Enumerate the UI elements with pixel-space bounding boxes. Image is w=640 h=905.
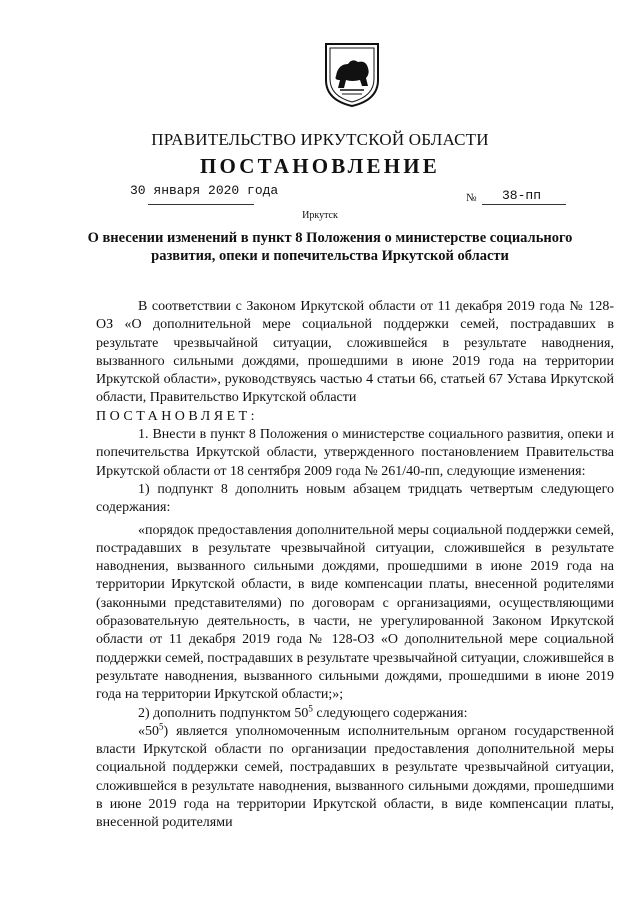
quote-1-paragraph: «порядок предоставления дополнительной меры социальной поддержки семей, пострадавших в результате чрезвычайной ситуации, сложившейся в результате наводнения, вызванного сильными дождями, прошедшими в июне 2019 года на территории Иркутской области, в виде компенсации платы, внесенной родителями (законными представителями) по договорам с организациями, осуществляющими образовательную деятельность, в части, не урегулированной Законом Иркутской области от 11 декабря 2019 года № 128-ОЗ «О дополнительной мере социальной поддержки семей, пострадавших в результате чрезвычайной ситуации, сложившейся в результате наводнения, вызванного сильными дождями, прошедшими в июне 2019 года на территории Иркутской области;»; (96, 522, 614, 703)
item-1-2-paragraph (96, 702, 614, 723)
city-name: Иркутск (302, 210, 338, 221)
preamble-paragraph: В соответствии с Законом Иркутской области от 11 декабря 2019 года № 128-ОЗ «О дополнительной мере социальной поддержки семей, пострадавших в результате чрезвычайной ситуации, сложившейся в результате наводнения, вызванного сильными дождями, прошедшими в июне 2019 года на территории Иркутской области», руководствуясь частью 4 статьи 66, статьей 67 Устава Иркутской области, Правительство Иркутской области (96, 299, 614, 406)
item-1-paragraph: 1. Внести в пункт 8 Положения о министерстве социального развития, опеки и попечительства Иркутской области, утвержденного постановлением Правительства Иркутской области от 18 сентября 2009 года № 261/40-пп, следующие изменения: (96, 427, 614, 479)
document-type: ПОСТАНОВЛЕНИЕ (199, 154, 441, 178)
item-1-2-text-end: следующего содержания: (312, 705, 468, 721)
date-underline (148, 204, 254, 205)
document-body (96, 298, 614, 833)
document-number: 38-пп (502, 188, 542, 203)
decree-word: ПОСТАНОВЛЯЕТ: (96, 408, 259, 424)
document-title: О внесении изменений в пункт 8 Положения о министерстве социального развития, опеки и попечительства Иркутской области (87, 230, 573, 264)
quote-2-paragraph (96, 723, 614, 833)
quote-2-text-end: ) является уполномоченным исполнительным органом государственной власти Иркутской области по организации предоставления дополнительной меры социальной поддержки семей, пострадавших в результате чрезвычайной ситуации, сложившейся в результате наводнения, вызванного сильными дождями, прошедшими в июне 2019 года на территории Иркутской области, в виде компенсации платы, внесенной родителями (96, 723, 614, 831)
quote-2-superscript: 5 (159, 721, 164, 732)
number-sign: № (466, 192, 477, 204)
item-1-1-paragraph: 1) подпункт 8 дополнить новым абзацем тридцать четвертым следующего содержания: (96, 481, 614, 516)
item-1-2-superscript: 5 (308, 702, 313, 713)
quote-2-text: «50 (138, 723, 159, 739)
government-name: ПРАВИТЕЛЬСТВО ИРКУТСКОЙ ОБЛАСТИ (151, 130, 489, 149)
item-1-2-text: 2) дополнить подпунктом 50 (138, 705, 309, 721)
number-underline (482, 204, 566, 205)
document-date: 30 января 2020 года (130, 183, 279, 198)
irkutsk-coat-of-arms-emblem (322, 40, 382, 108)
